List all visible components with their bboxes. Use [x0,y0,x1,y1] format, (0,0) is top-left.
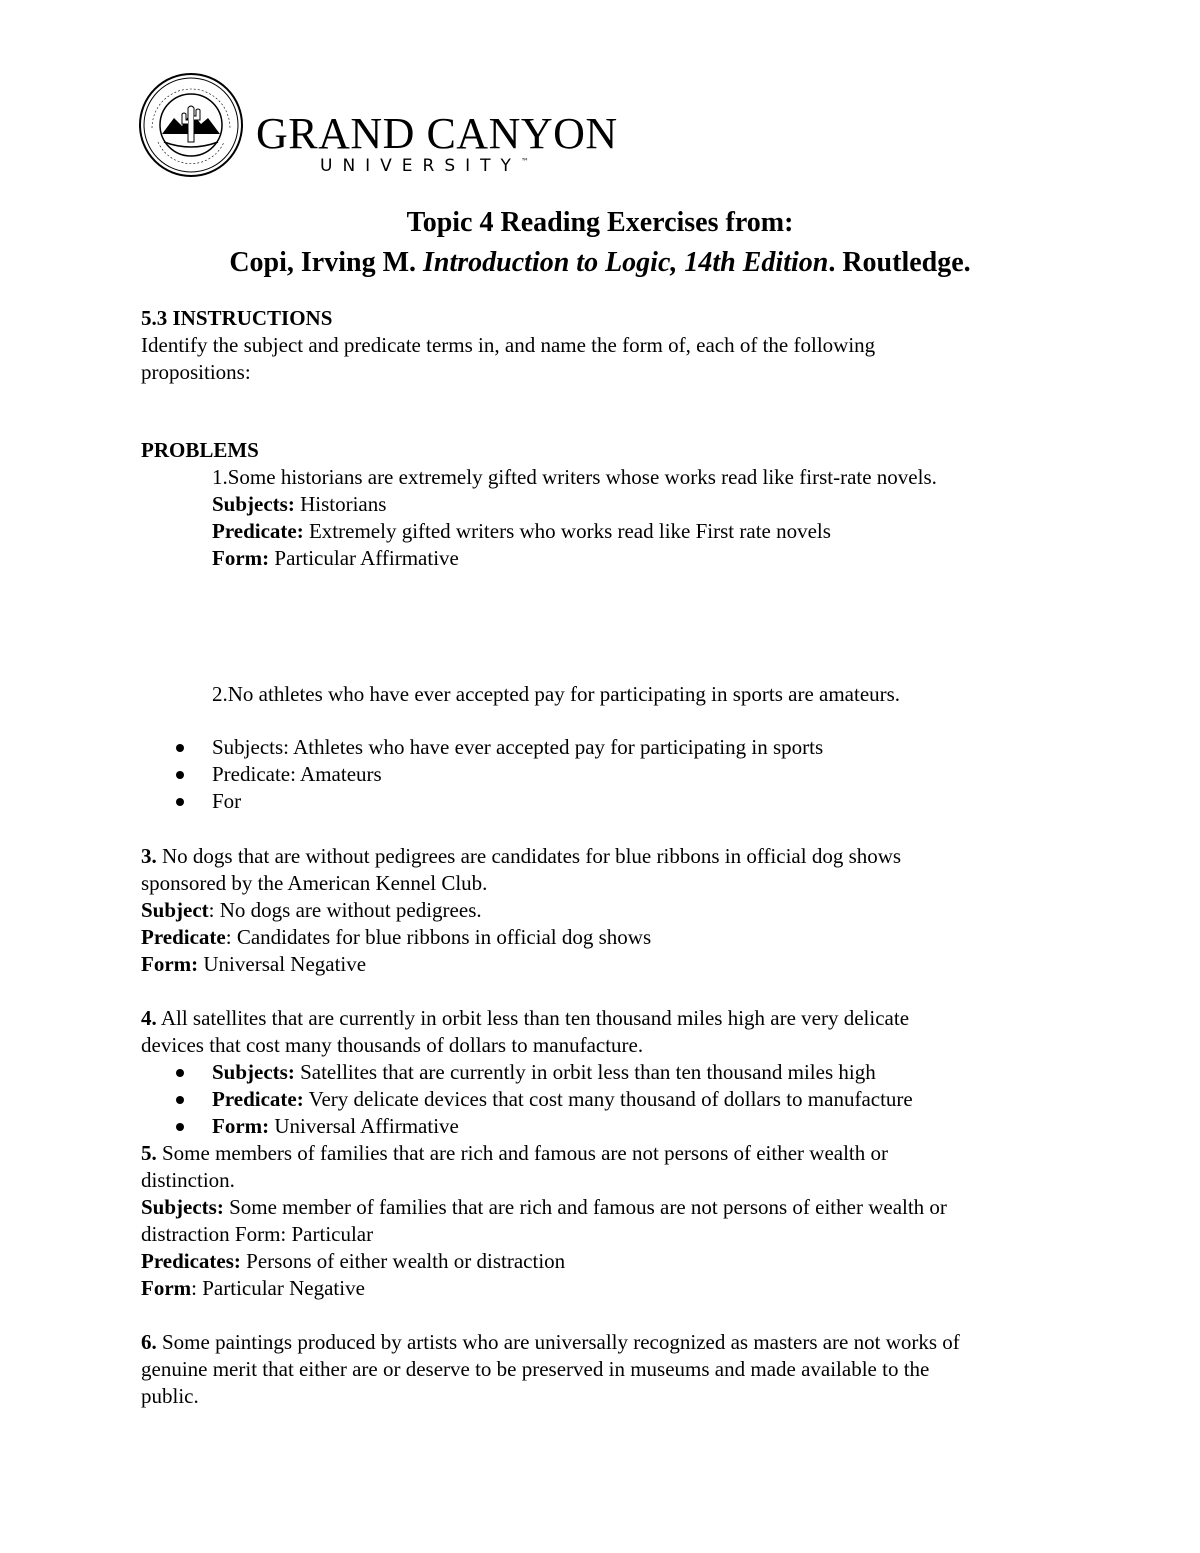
problem-1-predicate [212,518,831,545]
title-author: Copi, Irving M. [229,247,424,278]
problem-5-form [141,1275,365,1302]
text: Some paintings produced by artists who are universally recognized as masters are not works of [156,1330,960,1354]
label: Predicates: [141,1249,241,1273]
bullet-text: For [212,789,242,813]
label: Form: [212,1114,270,1138]
document-title-line1: Topic 4 Reading Exercises from: [406,207,794,238]
logo-wordmark-line2 [320,158,529,175]
text: All satellites that are currently in orbit less than ten thousand miles high are very delicate [156,1006,910,1030]
problem-number: 5. [141,1141,157,1165]
problem-2-statement: 2.No athletes who have ever accepted pay for participating in sports are amateurs. [212,682,901,706]
bullet-icon [176,1096,184,1104]
bullet-icon [176,1069,184,1077]
title-publisher: . Routledge. [828,247,971,278]
problem-3-statement-2: sponsored by the American Kennel Club. [141,871,488,895]
value: Very delicate devices that cost many thousand of dollars to manufacture [303,1087,913,1111]
value: Some member of families that are rich and famous are not persons of either wealth or [223,1195,947,1219]
problem-5-statement-1 [141,1140,888,1167]
logo-wordmark-line1: GRAND CANYON [256,109,618,158]
label: Subject [141,898,209,922]
value: Particular Affirmative [269,546,459,570]
bullet-text: Subjects: Athletes who have ever accepted pay for participating in sports [212,735,824,759]
problem-number: 6. [141,1330,157,1354]
university-logo [138,72,618,182]
bullet-text [212,1059,876,1086]
problem-6-statement-1 [141,1329,960,1356]
title-book: Introduction to Logic, 14th Edition [423,247,829,278]
university-seal-icon [138,72,244,178]
problem-5-subjects-1 [141,1194,947,1221]
instructions-text-1: Identify the subject and predicate terms in, and name the form of, each of the following [141,333,876,357]
document-title-line2 [0,246,1200,280]
text: Some members of families that are rich and famous are not persons of either wealth or [156,1141,889,1165]
value: Extremely gifted writers who works read like First rate novels [303,519,831,543]
problem-1-subjects [212,491,386,518]
problem-5-subjects-2: distraction Form: Particular [141,1222,374,1246]
problem-5-statement-2: distinction. [141,1168,235,1192]
value: : No dogs are without pedigrees. [208,898,482,922]
problem-number: 4. [141,1006,157,1030]
text: No dogs that are without pedigrees are candidates for blue ribbons in official dog shows [156,844,902,868]
instructions-heading: 5.3 INSTRUCTIONS [141,306,333,330]
label: Form: [141,952,199,976]
problem-3-predicate [141,924,651,951]
value: Historians [294,492,387,516]
value: Satellites that are currently in orbit less than ten thousand miles high [294,1060,876,1084]
logo-trademark: ™ [520,157,529,166]
problem-3-form [141,951,366,978]
problem-1-form [212,545,459,572]
bullet-icon [176,771,184,779]
bullet-text: Predicate: Amateurs [212,762,382,786]
label: Predicate: [212,519,304,543]
label: Subjects: [212,1060,295,1084]
bullet-icon [176,1123,184,1131]
problem-1-statement: 1.Some historians are extremely gifted writers whose works read like first-rate novels. [212,465,937,489]
logo-wordmark-line2-text: UNIVERSITY [320,156,521,176]
problem-5-predicates [141,1248,565,1275]
value: Universal Negative [198,952,367,976]
value: : Candidates for blue ribbons in official dog shows [225,925,652,949]
problem-4-statement-1 [141,1005,909,1032]
instructions-text-2: propositions: [141,360,251,384]
value: Universal Affirmative [269,1114,459,1138]
problem-3-subject [141,897,482,924]
value: : Particular Negative [191,1276,365,1300]
problem-number: 3. [141,844,157,868]
label: Predicate: [212,1087,304,1111]
value: Persons of either wealth or distraction [240,1249,566,1273]
bullet-icon [176,798,184,806]
bullet-text [212,1086,913,1113]
problem-6-statement-2: genuine merit that either are or deserve to be preserved in museums and made available to the [141,1357,930,1381]
label: Form: [212,546,270,570]
bullet-icon [176,744,184,752]
label: Form [141,1276,192,1300]
label: Subjects: [141,1195,224,1219]
problem-4-statement-2: devices that cost many thousands of dollars to manufacture. [141,1033,644,1057]
label: Subjects: [212,492,295,516]
problem-3-statement-1 [141,843,901,870]
problem-6-statement-3: public. [141,1384,199,1408]
problems-heading: PROBLEMS [141,438,259,462]
label: Predicate [141,925,226,949]
bullet-text [212,1113,459,1140]
